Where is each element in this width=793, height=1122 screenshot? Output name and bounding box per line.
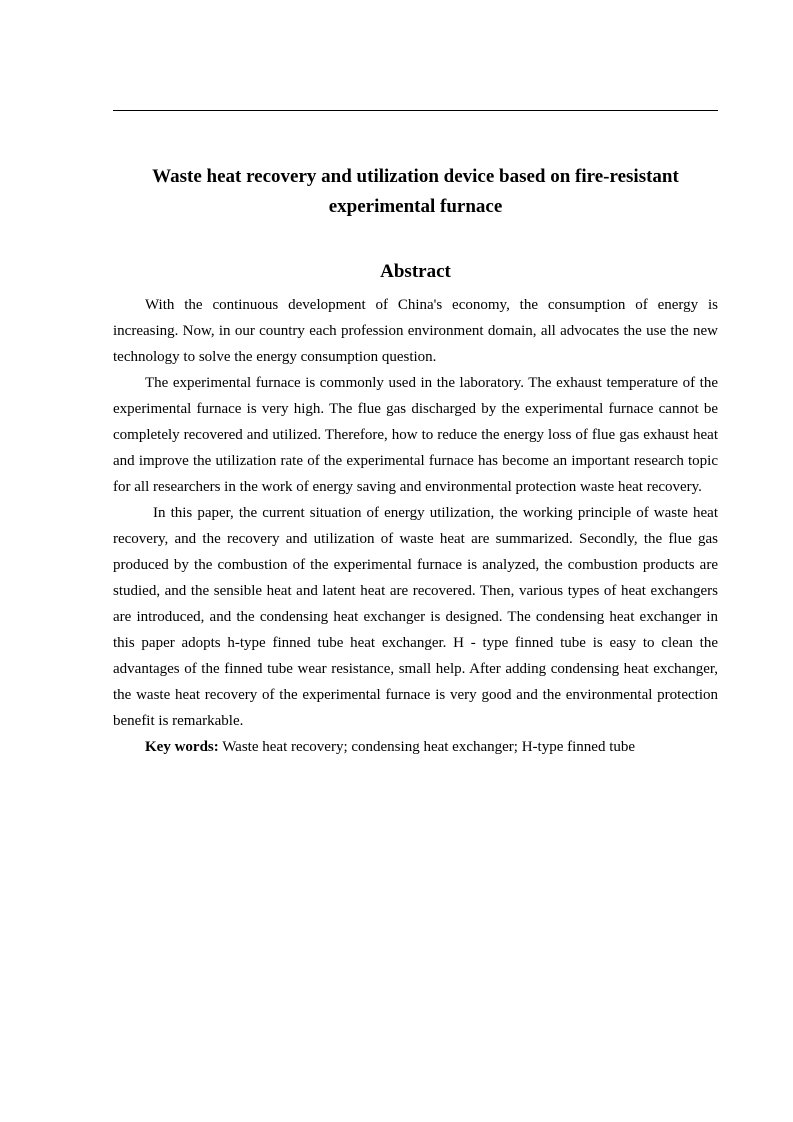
title-line-1: Waste heat recovery and utilization device based on fire-resistant bbox=[152, 166, 679, 187]
title-line-2: experimental furnace bbox=[328, 196, 503, 217]
header-rule bbox=[113, 110, 718, 111]
abstract-heading: Abstract bbox=[380, 261, 451, 282]
keywords-line bbox=[113, 734, 718, 760]
keywords-text: Waste heat recovery; condensing heat exchanger; H-type finned tube bbox=[218, 739, 636, 755]
abstract-body bbox=[113, 292, 718, 760]
abstract-paragraph-1: With the continuous development of China's economy, the consumption of energy is increasing. Now, in our country each profession environment domain, all advocates the use the new technology to solve the energy consumption question. bbox=[113, 297, 718, 365]
abstract-paragraph-2: The experimental furnace is commonly used in the laboratory. The exhaust temperature of the experimental furnace is very high. The flue gas discharged by the experimental furnace cannot be completely recovered and utilized. Therefore, how to reduce the energy loss of flue gas exhaust heat and improve the utilization rate of the experimental furnace has become an important research topic for all researchers in the work of energy saving and environmental protection waste heat recovery. bbox=[113, 375, 718, 495]
paper-title bbox=[113, 162, 718, 222]
keywords-label: Key words: bbox=[145, 739, 219, 755]
abstract-paragraph-3: In this paper, the current situation of energy utilization, the working principle of waste heat recovery, and the recovery and utilization of waste heat are summarized. Secondly, the flue gas produced by the combustion of the experimental furnace is analyzed, the combustion products are studied, and the sensible heat and latent heat are recovered. Then, various types of heat exchangers are introduced, and the condensing heat exchanger is designed. The condensing heat exchanger in this paper adopts h-type finned tube heat exchanger. H - type finned tube is easy to clean the advantages of the finned tube wear resistance, small help. After adding condensing heat exchanger, the waste heat recovery of the experimental furnace is very good and the environmental protection benefit is remarkable. bbox=[113, 505, 718, 729]
